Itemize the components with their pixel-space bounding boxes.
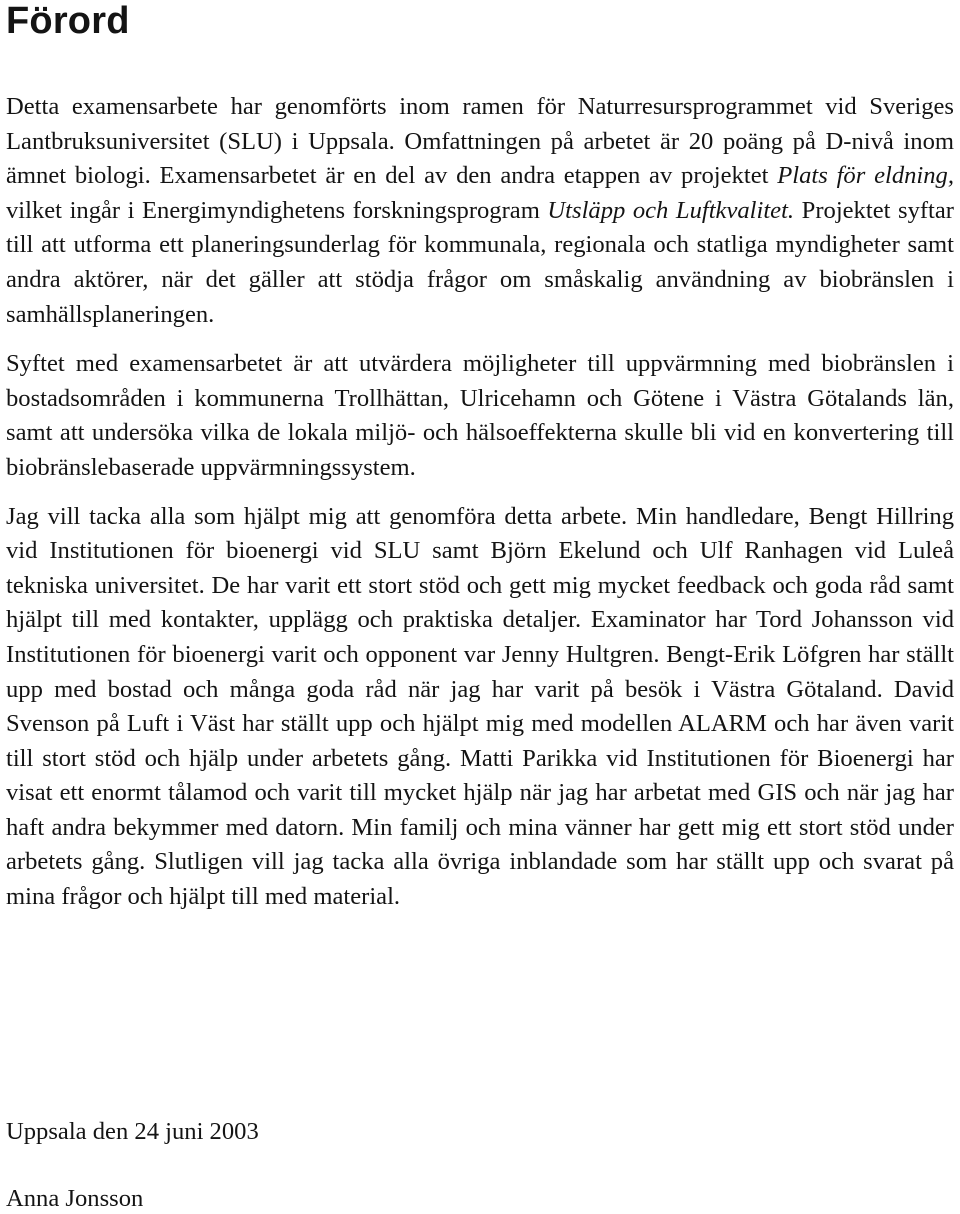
- paragraph-intro-text-3: Projektet syftar till att utforma ett planeringsunderlag för kommunala, regionala och statliga myndigheter samt andra aktörer, när det gäller att stödja frågor om småskalig användning av biobränslen i samhällsplaneringen.: [6, 196, 954, 328]
- paragraph-intro-text-1: Detta examensarbete har genomförts inom ramen för Naturresursprogrammet vid Sveriges Lantbruksuniversitet (SLU) i Uppsala. Omfattningen på arbetet är 20 poäng på D-nivå inom ämnet biologi. Examensarbetet är en del av den andra etappen av projektet: [6, 93, 954, 190]
- paragraph-purpose: Syftet med examensarbetet är att utvärdera möjligheter till uppvärmning med biobränslen i bostadsområden i kommunerna Trollhättan, Ulricehamn och Götene i Västra Götalands län, samt att undersöka vilka de lokala miljö- och hälsoeffekterna skulle bli vid en konvertering till biobränslebaserade uppvärmningssystem.: [6, 350, 954, 481]
- paragraph-intro-text-2: vilket ingår i Energimyndighetens forskningsprogram: [6, 196, 548, 224]
- program-name-italic: Utsläpp och Luftkvalitet.: [547, 196, 795, 224]
- signature-place-date: Uppsala den 24 juni 2003: [6, 1118, 259, 1145]
- paragraph-intro: [6, 90, 954, 332]
- paragraph-acknowledgements: Jag vill tacka alla som hjälpt mig att genomföra detta arbete. Min handledare, Bengt Hillring vid Institutionen för bioenergi vid SLU samt Björn Ekelund och Ulf Ranhagen vid Luleå tekniska universitet. De har varit ett stort stöd och gett mig mycket feedback och goda råd samt hjälpt till med kontakter, upplägg och praktiska detaljer. Examinator har Tord Johansson vid Institutionen för bioenergi varit och opponent var Jenny Hultgren. Bengt-Erik Löfgren har ställt upp med bostad och många goda råd när jag har varit på besök i Västra Götaland. David Svenson på Luft i Väst har ställt upp och hjälpt mig med modellen ALARM och har även varit till stort stöd och hjälp under arbetets gång. Matti Parikka vid Institutionen för Bioenergi har visat ett enormt tålamod och varit till mycket hjälp när jag har arbetat med GIS och när jag har haft andra bekymmer med datorn. Min familj och mina vänner har gett mig ett stort stöd under arbetets gång. Slutligen vill jag tacka alla övriga inblandade som har ställt upp och svarat på mina frågor och hjälpt till med material.: [6, 502, 954, 911]
- page-title: Förord: [6, 0, 130, 42]
- document-page: [6, 0, 954, 927]
- project-name-italic: Plats för eldning,: [777, 162, 954, 190]
- signature-name: Anna Jonsson: [6, 1185, 144, 1212]
- body-text: [6, 90, 954, 915]
